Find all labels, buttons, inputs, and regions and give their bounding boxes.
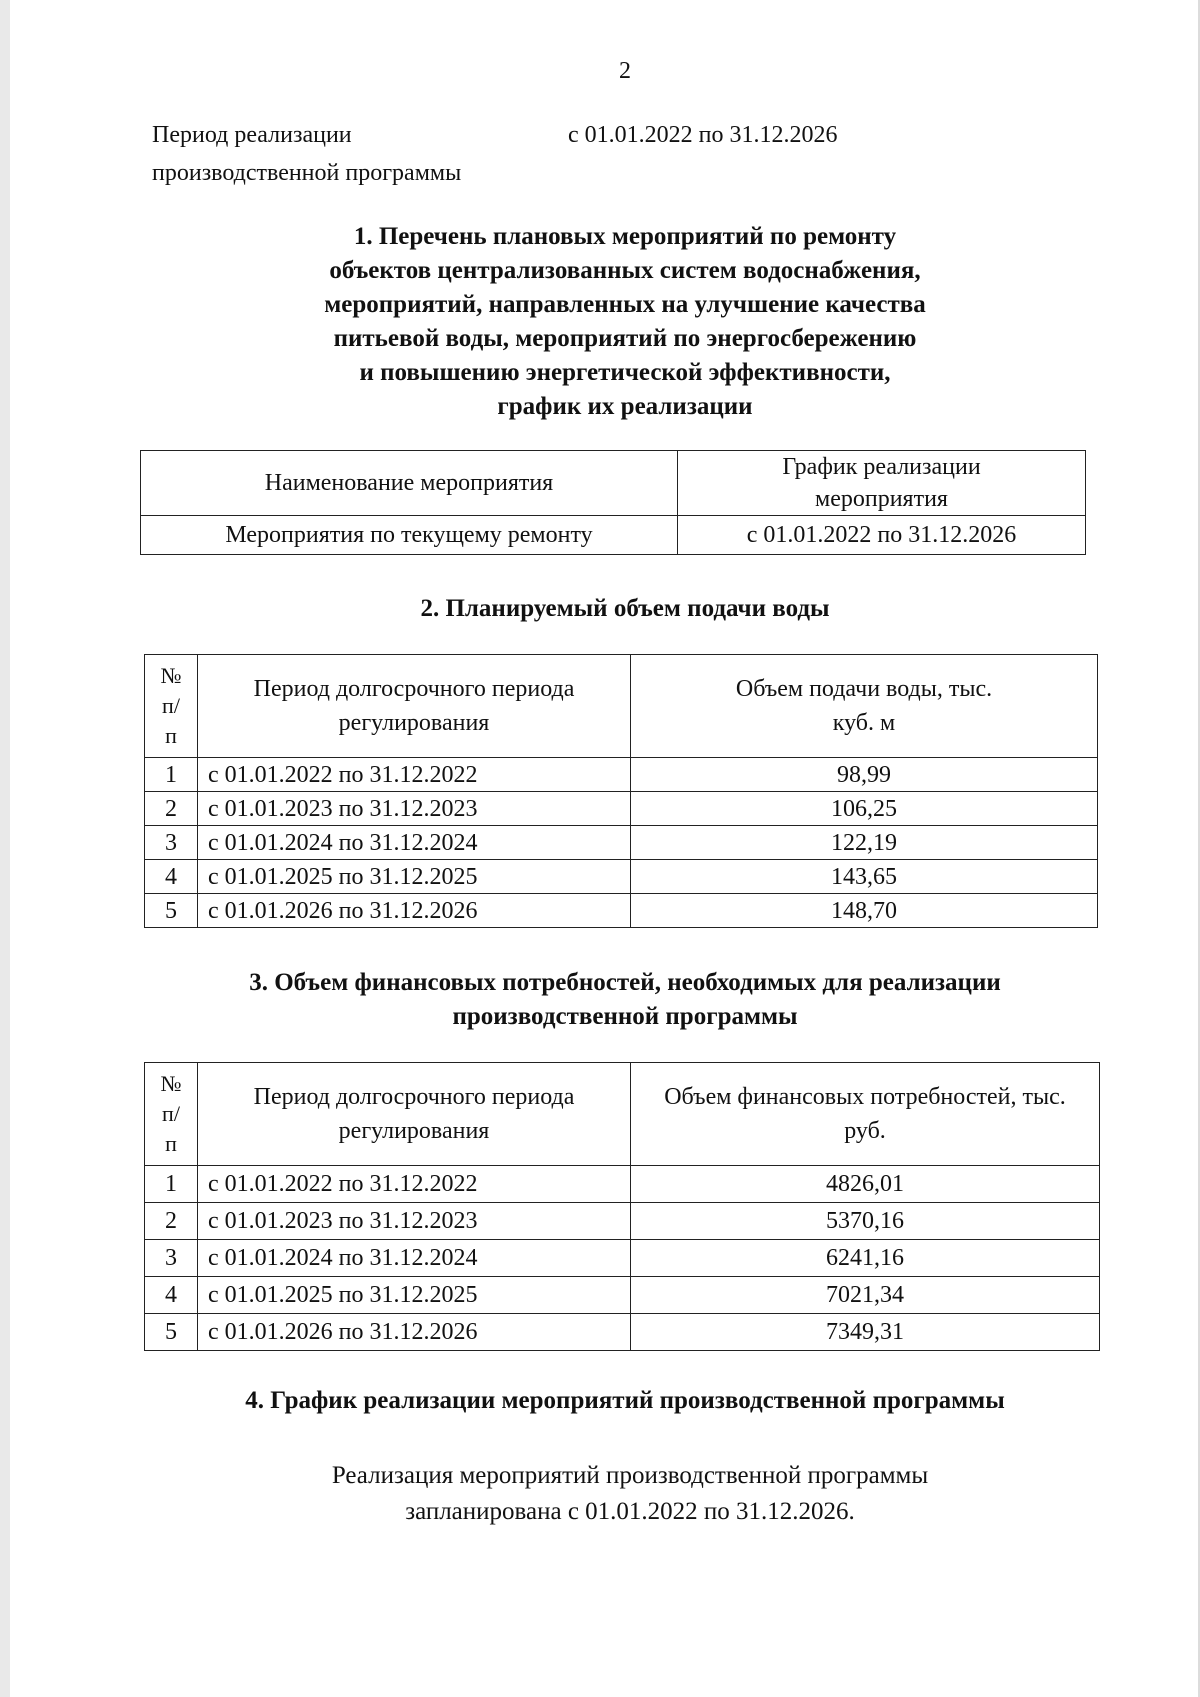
row-period: с 01.01.2022 по 31.12.2022: [198, 1166, 631, 1203]
row-number: 2: [145, 1203, 198, 1240]
row-number: 5: [145, 894, 198, 928]
table-row: [145, 1277, 1100, 1314]
row-number: 5: [145, 1314, 198, 1351]
row-period: с 01.01.2024 по 31.12.2024: [198, 826, 631, 860]
page-number: 2: [619, 58, 631, 84]
table-row: [145, 894, 1098, 928]
table-row: [141, 516, 1086, 555]
row-number: 2: [145, 792, 198, 826]
table-row: [145, 758, 1098, 792]
event-name-cell: Мероприятия по текущему ремонту: [141, 516, 678, 555]
table-row: [145, 860, 1098, 894]
section3-title: 3. Объем финансовых потребностей, необходимых для реализации производственной программы: [249, 969, 1001, 1030]
header-water-volume: Объем подачи воды, тыс. куб. м: [631, 655, 1098, 758]
header-number: № п/п: [145, 655, 198, 758]
table-header-row: [145, 1063, 1100, 1166]
row-value: 4826,01: [631, 1166, 1100, 1203]
row-number: 4: [145, 1277, 198, 1314]
row-value: 98,99: [631, 758, 1098, 792]
row-number: 3: [145, 826, 198, 860]
row-value: 122,19: [631, 826, 1098, 860]
closing-text: Реализация мероприятий производственной программы запланирована с 01.01.2022 по 31.12.2026.: [331, 1462, 929, 1525]
section1-title: 1. Перечень плановых мероприятий по ремонту объектов централизованных систем водоснабжения, мероприятий, направленных на улучшение качества питьевой воды, мероприятий по энергосбережению и повышению энергетической эффективности, график их реализации: [324, 223, 926, 420]
row-value: 106,25: [631, 792, 1098, 826]
row-period: с 01.01.2026 по 31.12.2026: [198, 894, 631, 928]
row-period: с 01.01.2025 по 31.12.2025: [198, 860, 631, 894]
table-row: [145, 1203, 1100, 1240]
row-number: 1: [145, 1166, 198, 1203]
header-period: Период долгосрочного периода регулирования: [198, 655, 631, 758]
period-value: с 01.01.2022 по 31.12.2026: [568, 122, 838, 148]
table-row: [145, 792, 1098, 826]
header-event-name: Наименование мероприятия: [141, 451, 678, 516]
row-value: 7021,34: [631, 1277, 1100, 1314]
header-period: Период долгосрочного периода регулирования: [198, 1063, 631, 1166]
table-header-row: [145, 655, 1098, 758]
row-value: 5370,16: [631, 1203, 1100, 1240]
row-value: 143,65: [631, 860, 1098, 894]
row-period: с 01.01.2023 по 31.12.2023: [198, 792, 631, 826]
row-value: 6241,16: [631, 1240, 1100, 1277]
row-period: с 01.01.2026 по 31.12.2026: [198, 1314, 631, 1351]
row-number: 3: [145, 1240, 198, 1277]
financial-needs-table: [144, 1062, 1100, 1351]
table-row: [145, 1314, 1100, 1351]
header-financial-volume: Объем финансовых потребностей, тыс. руб.: [631, 1063, 1100, 1166]
header-number: № п/п: [145, 1063, 198, 1166]
row-period: с 01.01.2022 по 31.12.2022: [198, 758, 631, 792]
header-schedule: График реализации мероприятия: [678, 451, 1086, 516]
period-label: Период реализации производственной программы: [152, 122, 462, 186]
row-period: с 01.01.2024 по 31.12.2024: [198, 1240, 631, 1277]
water-volume-table: [144, 654, 1098, 928]
table-row: [145, 1240, 1100, 1277]
section2-title: 2. Планируемый объем подачи воды: [420, 595, 830, 622]
row-period: с 01.01.2023 по 31.12.2023: [198, 1203, 631, 1240]
section4-title: 4. График реализации мероприятий производственной программы: [245, 1387, 1005, 1414]
repair-schedule-table: [140, 450, 1086, 555]
row-number: 1: [145, 758, 198, 792]
row-value: 7349,31: [631, 1314, 1100, 1351]
table-row: [145, 826, 1098, 860]
schedule-cell: с 01.01.2022 по 31.12.2026: [678, 516, 1086, 555]
row-number: 4: [145, 860, 198, 894]
period-block: [152, 116, 838, 192]
table-header-row: [141, 451, 1086, 516]
row-period: с 01.01.2025 по 31.12.2025: [198, 1277, 631, 1314]
row-value: 148,70: [631, 894, 1098, 928]
table-row: [145, 1166, 1100, 1203]
